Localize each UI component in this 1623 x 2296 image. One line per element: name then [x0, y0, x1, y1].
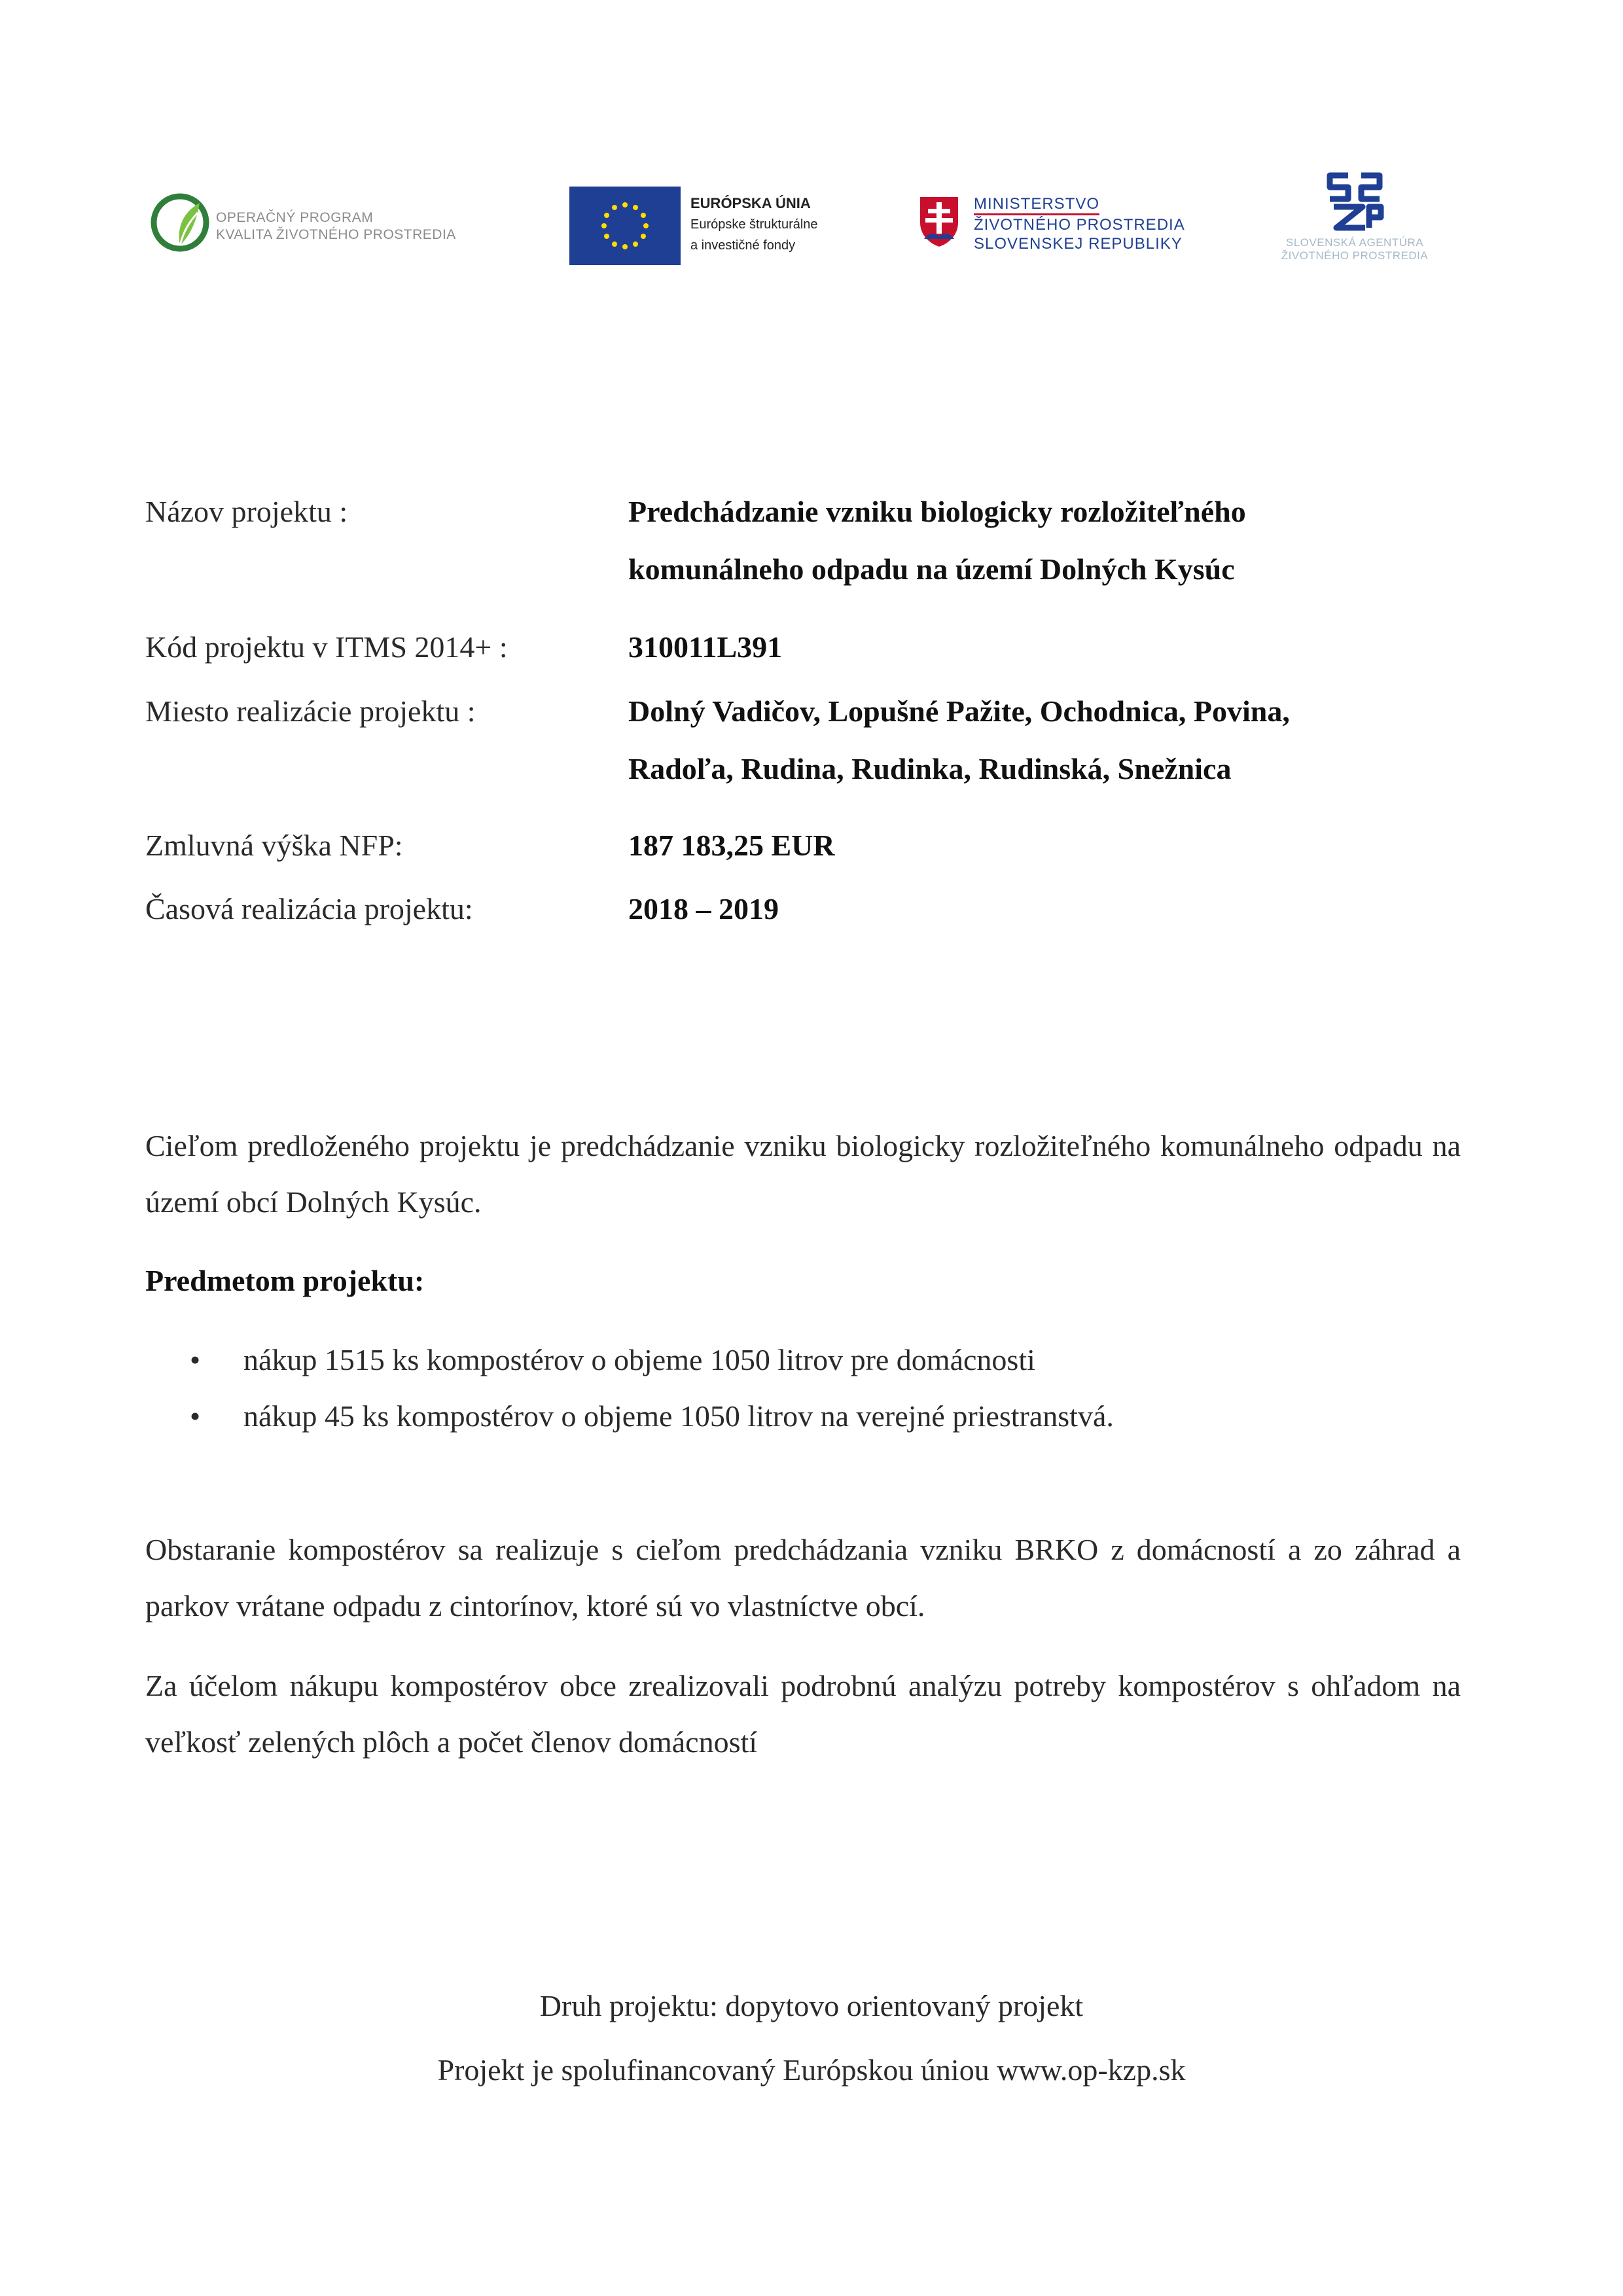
sazp-logo: [1257, 170, 1453, 281]
op-kzp-logo: [151, 190, 517, 262]
footer-cofinancing: Projekt je spolufinancovaný Európskou úniou www.op-kzp.sk: [437, 2053, 1186, 2087]
project-code-label: Kód projektu v ITMS 2014+ :: [145, 630, 508, 664]
sazp-logo-line2: ŽIVOTNÉHO PROSTREDIA: [1281, 249, 1429, 262]
ministry-logo-line2: ŽIVOTNÉHO PROSTREDIA: [974, 216, 1185, 234]
op-logo-line1: OPERAČNÝ PROGRAM: [216, 210, 374, 225]
project-name-label: Názov projektu :: [145, 495, 348, 528]
subject-heading: Predmetom projektu:: [145, 1264, 425, 1297]
list-item: • nákup 1515 ks kompostérov o objeme 1050 litrov pre domácnosti: [190, 1332, 1114, 1388]
eu-stars-icon: [569, 187, 681, 265]
subject-list: [190, 1332, 1114, 1444]
eu-logo-line2: Európske štrukturálne: [690, 217, 818, 232]
project-amount-label: Zmluvná výška NFP:: [145, 829, 403, 862]
eu-flag-icon: [569, 187, 681, 265]
footer-project-type: Druh projektu: dopytovo orientovaný projekt: [539, 1989, 1084, 2022]
ministry-logo-line1: MINISTERSTVO: [974, 194, 1099, 215]
op-kzp-leaf-icon: [151, 193, 209, 252]
op-logo-line2: KVALITA ŽIVOTNÉHO PROSTREDIA: [216, 227, 456, 242]
procurement-paragraph: Obstaranie kompostérov sa realizuje s cieľom predchádzania vzniku BRKO z domácností a zo záhrad a parkov vrátane odpadu z cintorínov, ktoré sú vo vlastníctve obcí.: [145, 1533, 1461, 1623]
project-name-line2: komunálneho odpadu na území Dolných Kysúc: [628, 552, 1235, 586]
ministry-logo-line3: SLOVENSKEJ REPUBLIKY: [974, 235, 1183, 253]
ministry-logo: [916, 193, 1230, 265]
project-code: 310011L391: [628, 630, 783, 664]
project-time: 2018 – 2019: [628, 892, 779, 925]
sazp-mark-icon: [1322, 170, 1387, 232]
sazp-logo-line1: SLOVENSKÁ AGENTÚRA: [1285, 236, 1424, 249]
project-amount: 187 183,25 EUR: [628, 829, 835, 862]
project-place-line2: Radoľa, Rudina, Rudinka, Rudinská, Snežnica: [628, 752, 1232, 785]
project-name-line1: Predchádzanie vzniku biologicky rozložiteľného: [628, 495, 1246, 528]
project-time-label: Časová realizácia projektu:: [145, 892, 473, 925]
project-place-label: Miesto realizácie projektu :: [145, 694, 476, 728]
goal-paragraph: Cieľom predloženého projektu je predchádzanie vzniku biologicky rozložiteľného komunálneho odpadu na území obcí Dolných Kysúc.: [145, 1129, 1461, 1219]
list-item: • nákup 45 ks kompostérov o objeme 1050 litrov na verejné priestranstvá.: [190, 1388, 1114, 1444]
eu-logo-line1: EURÓPSKA ÚNIA: [690, 195, 811, 211]
project-place-line1: Dolný Vadičov, Lopušné Pažite, Ochodnica, Povina,: [628, 694, 1290, 728]
eu-logo: [569, 187, 857, 265]
slovak-coat-of-arms-icon: [916, 193, 962, 249]
analysis-paragraph: Za účelom nákupu kompostérov obce zrealizovali podrobnú analýzu potreby kompostérov s ohľadom na veľkosť zelených plôch a počet členov domácností: [145, 1669, 1461, 1759]
eu-logo-line3: a investičné fondy: [690, 238, 796, 253]
